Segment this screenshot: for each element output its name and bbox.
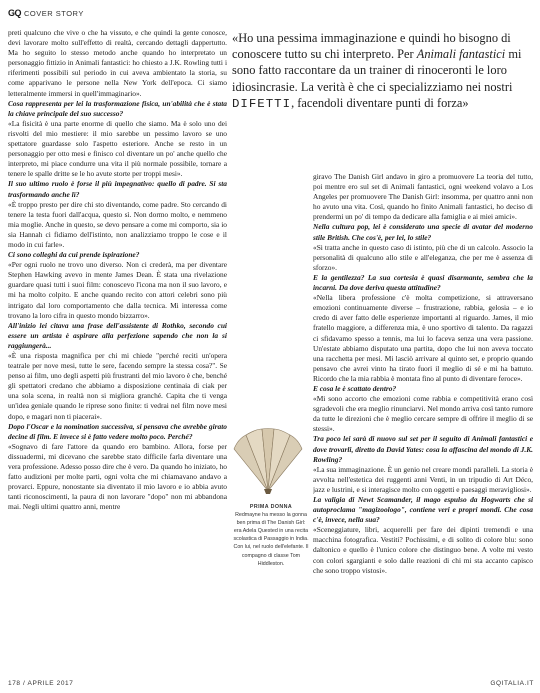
interview-answer: «Sognavo di fare l'attore da quando ero bambino. Allora, forse per dissuadermi, mi dicevano che sarebbe stato difficile farla diventare una vera professione. Adesso posso dire che è vero. Da quando ho iniziato, ho fatto audizioni per molte parti, ogni volta che mi chiamavano andavo a provarci. Eppure, nonostante sia diventato il mio lavoro e io abbia avuto tanti riconoscimenti, la paura di non lavorare "dopo" non mi abbandona mai. Negli ultimi quattro anni, mentre [8,441,227,512]
interview-answer: «Sceneggiature, libri, acquerelli per fare dei dipinti tremendi e una macchina fotografica. Vestiti? Pochissimi, e di solito di colore blu: sono daltonico e quello è l'unico colore che distinguo bene. A volte mi vesto con colori sgargianti e solo dalle reazioni di chi mi sta accanto capisco che sono troppo vistosi». [313,525,533,575]
interview-question: E cosa le è scattato dentro? [313,383,397,393]
fan-illustration [228,425,308,495]
article-column-right [313,172,533,672]
page-number: 178 / APRILE 2017 [8,680,74,687]
caption-text: Redmayne ha messo la gonna ben prima di The Danish Girl: era Adela Quested in una recita scolastica di Passaggio in India. Con lui, nel ruolo dell'elefante. Il compagno di classe Tom Hiddleston. [233,512,309,567]
page-header [8,6,84,20]
interview-question: Nella cultura pop, lei è considerato una specie di avatar del moderno stile British. Che cos'è, per lei, lo stile? [313,222,533,242]
article-column-left [8,28,227,668]
interview-question: Tra poco lei sarà di nuovo sul set per il seguito di Animali fantastici e dove trovarli, diretto da David Yates: cosa la affascina del mondo di J.K. Rowling? [313,434,533,464]
pull-quote-text-1: «Ho una pessima immaginazione e quindi ho bisogno di conoscere tutto su chi interpreto. Per [232,31,511,62]
interview-question: La valigia di Newt Scamander, il mago espulso da Hogwarts che si autoproclama "magizoologo", contiene veri e propri mondi. Che cosa c'è, invece, nella sua? [313,495,533,525]
pull-quote-text-3: , facendoli diventare punti di forza» [291,95,469,110]
pull-quote-film-title: Animali fantastici [416,47,506,62]
interview-answer: «La fisicità è una parte enorme di quello che siamo. Ma è solo uno dei risvolti del mio mestiere: il mio sarebbe un pessimo lavoro se uno spettatore guardasse solo l'aspetto esteriore. Anche se resto in un personaggio per otto mesi e finisco col diventare un po' anche quello che interpreto, mi piace condurre una vita il più normale possibile, tornare a tenere le spalle dritte se le ho avute storte per troppi mesi». [8,118,227,179]
interview-answer: «È troppo presto per dire chi sto diventando, come padre. Sto cercando di tenere la testa fuori dall'acqua, questo sì. Non dormo molto, e nemmeno mia moglie. Anche in questo, se devo pensare a come mi comporto, sia io sia Hannah ci fidiamo dell'istinto, non analizziamo troppo le cose e il modo in cui farle». [8,199,227,249]
interview-question: Cosa rappresenta per lei la trasformazione fisica, un'abilità che è stata la chiave principale del suo successo? [8,98,227,118]
interview-answer: «La sua immaginazione. È un genio nel creare mondi paralleli. La storia è avvolta nell'estetica dei ruggenti anni Venti, in un tripudio di Art Déco, jazz e lustrini, e si interagisce molto con oggetti e paesaggi meravigliosi». [313,464,533,494]
interview-answer: «Si tratta anche in questo caso di istinto, più che di un calcolo. Associo la personalità di qualcuno allo stile e all'eleganza, che per me è assenza di sforzo». [313,242,533,272]
gq-logo: GQ [8,8,22,18]
interview-answer: «Mi sono accorto che emozioni come rabbia e competitività erano così sgradevoli che era meglio rinunciarvi. Nel mondo arriva così tanto rumore da tutte le direzioni che è meglio cercare sempre di offrire il meglio di se stessi». [313,394,533,434]
interview-answer: «Per ogni ruolo ne trovo uno diverso. Non ci crederà, ma per diventare Stephen Hawking avevo in mente James Dean. È stata una rivelazione guardare quasi tutti i suoi film: conoscevo l'icona ma non il suo lavoro, e mi ha molto colpito. E anche quando recito con attori celebri sono più intrigato dal loro comportamento che dalla tecnica. Mi interessa come trovano la loro cifra in questo mondo bizzarro». [8,260,227,320]
pull-quote [232,30,534,112]
interview-answer: «Nella libera professione c'è molta competizione, si attraversano emozioni continuamente diverse – frustrazione, rabbia, gelosia – e io credo di aver fatto delle esperienze importanti al riguardo. James, il mio fratello maggiore, a differenza mia, è uno sportivo di talento. Da ragazzi ci sfidavamo spesso a tennis, ma lui lo faceva senza una vera passione. Un'estate abbiamo disputato una partita, dopo che lui non aveva toccato una racchetta per mesi. Mi lasciò arrivare al quinto set, e proprio quando pensavo che avrei vinto ha tirato fuori il meglio di sé e mi ha battuto. Ricordo che la mia rabbia è montata fino al punto di diventare feroce». [313,293,533,383]
interview-question: E la gentilezza? La sua cortesia è quasi disarmante, sembra che la incarni. Da dove deriva questa attitudine? [313,272,533,293]
site-url[interactable]: GQITALIA.IT [490,680,534,687]
photo-caption [233,503,309,568]
interview-question: All'inizio lei citava una frase dell'assistente di Rothko, secondo cui essere un artista è aspirare alla perfezione sapendo che non la si raggiungerà... [8,320,227,350]
caption-title: PRIMA DONNA [249,504,293,510]
interview-question: Il suo ultimo ruolo è forse il più impegnativo: quello di padre. Si sta trasformando anche lì? [8,179,227,199]
interview-answer: preti qualcuno che vive o che ha vissuto, e che quindi la gente conosce, devi lavorare molto sull'effetto di realtà, cercando dettagli dappertutto. Ma ho seguito lo stesso metodo anche quando ho interpretato un personaggio fittizio in Animali fantastici: ho chiesto a J.K. Rowling tutti i riferimenti possibili sul periodo in cui aveva ambientato la storia, su come apparivano le persone nella New York dell'epoca. Ci siamo letteralmente immersi in quell'immaginario». [8,28,227,98]
section-label: COVER STORY [24,8,84,18]
interview-question: Ci sono colleghi da cui prende ispirazione? [8,250,140,260]
interview-answer: «È una risposta magnifica per chi mi chiede "perché reciti un'opera teatrale per nove mesi, tutte le sere, facendo sempre la stessa cosa?". Se penso ai film, uno degli aspetti più frustranti del mio lavoro è che, benché gli spettatori credano che abbiamo a disposizione centinaia di ciak per una sola scena, in realtà non si migliora granché. Capita che ti venga un'idea geniale quando le riprese sono finite: ti vedrai nel film nove mesi dopo, e magari non ti piacerai». [8,351,227,421]
interview-answer: giravo The Danish Girl andavo in giro a promuovere La teoria del tutto, poi mentre ero sul set di Animali fantastici, ogni weekend volavo a Los Angeles per promuovere The Danish Girl: insomma, per quattro anni non ho avuto una vita. Così, quando ho finito Animali fantastici, ho deciso di prendermi un po' di tempo da dedicare alla famiglia e ai miei amici». [313,172,533,222]
page-footer [8,680,534,687]
pull-quote-highlight-word: DIFETTI [232,96,292,111]
pull-quote-text-2: mi sono fatto raccontare da un trainer di rinoceronti le loro idiosincrasie. La verità è che ci specializziamo nei nostri [232,47,522,94]
interview-question: Dopo l'Oscar e la nomination successiva, si pensava che avrebbe girato decine di film. E invece si è fatto vedere molto poco. Perché? [8,421,227,441]
